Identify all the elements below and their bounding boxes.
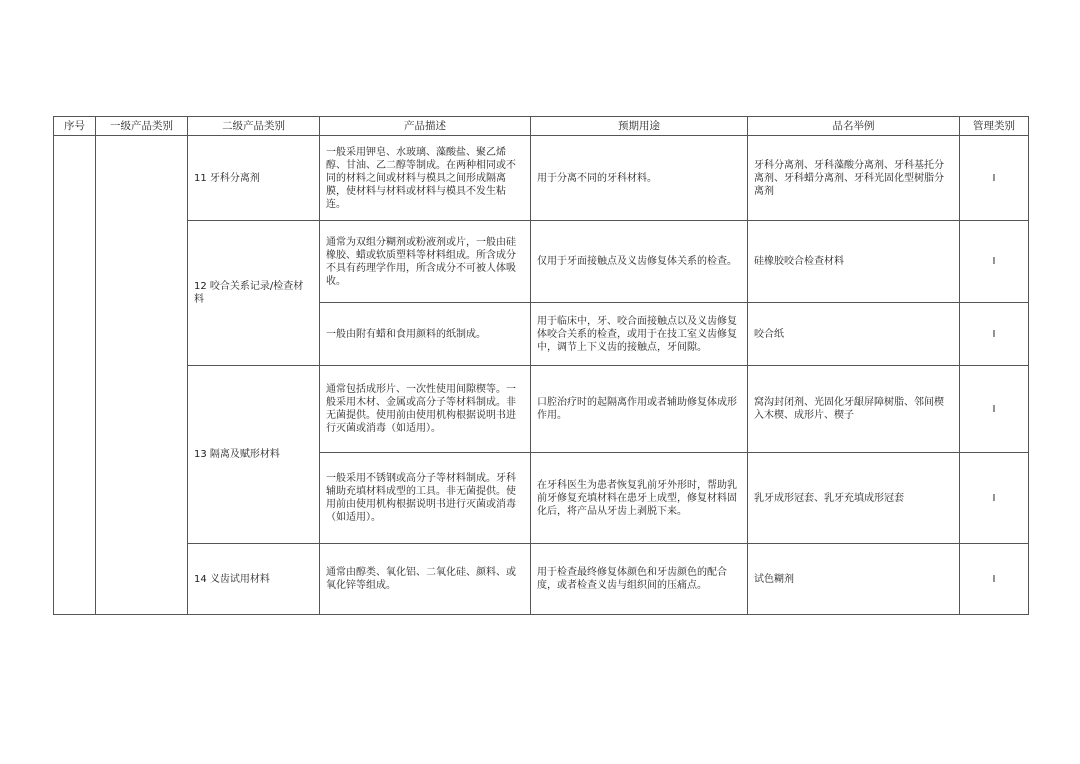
header-seq: 序号 [54,117,96,136]
examples-cell: 乳牙成形冠套、乳牙充填成形冠套 [748,453,960,544]
level1-cell [96,136,188,615]
level2-cell: 11 牙科分离剂 [188,136,320,221]
desc-cell: 一般采用钾皂、水玻璃、藻酸盐、聚乙烯醇、甘油、乙二醇等制成。在两种相同或不同的材料之间或材料与模具之间形成隔离膜，使材料与材料或材料与模具不发生粘连。 [320,136,531,221]
header-desc: 产品描述 [320,117,531,136]
level2-cell: 13 隔离及赋形材料 [188,366,320,544]
mgmt-cell: I [960,303,1029,366]
desc-cell: 通常由醇类、氧化铝、二氧化硅、颜料、或氧化锌等组成。 [320,544,531,615]
desc-cell: 通常为双组分糊剂或粉液剂或片，一般由硅橡胶、蜡或软质塑料等材料组成。所含成分不具有药理学作用，所含成分不可被人体吸收。 [320,221,531,303]
mgmt-cell: I [960,221,1029,303]
header-mgmt: 管理类别 [960,117,1029,136]
header-level1: 一级产品类别 [96,117,188,136]
mgmt-cell: I [960,453,1029,544]
use-cell: 用于分离不同的牙科材料。 [531,136,748,221]
use-cell: 口腔治疗时的起隔离作用或者辅助修复体成形作用。 [531,366,748,453]
desc-cell: 一般采用不锈钢或高分子等材料制成。牙科辅助充填材料成型的工具。非无菌提供。使用前由使用机构根据说明书进行灭菌或消毒（如适用）。 [320,453,531,544]
seq-cell [54,136,96,615]
table-row [54,544,1029,615]
desc-cell: 通常包括成形片、一次性使用间隙楔等。一般采用木材、金属或高分子等材料制成。非无菌提供。使用前由使用机构根据说明书进行灭菌或消毒（如适用）。 [320,366,531,453]
header-row [54,117,1029,136]
header-examples: 品名举例 [748,117,960,136]
mgmt-cell: I [960,544,1029,615]
header-level2: 二级产品类别 [188,117,320,136]
level2-cell: 12 咬合关系记录/检查材料 [188,221,320,366]
product-catalog-table [53,116,1029,615]
header-use: 预期用途 [531,117,748,136]
examples-cell: 牙科分离剂、牙科藻酸分离剂、牙科基托分离剂、牙科蜡分离剂、牙科光固化型树脂分离剂 [748,136,960,221]
use-cell: 用于临床中，牙、咬合面接触点以及义齿修复体咬合关系的检查，或用于在技工室义齿修复中，调节上下义齿的接触点，牙间隙。 [531,303,748,366]
desc-cell: 一般由附有蜡和食用颜料的纸制成。 [320,303,531,366]
mgmt-cell: I [960,366,1029,453]
examples-cell: 试色糊剂 [748,544,960,615]
use-cell: 在牙科医生为患者恢复乳前牙外形时，帮助乳前牙修复充填材料在患牙上成型，修复材料固化后，将产品从牙齿上剥脱下来。 [531,453,748,544]
table-row [54,221,1029,303]
use-cell: 用于检查最终修复体颜色和牙齿颜色的配合度，或者检查义齿与组织间的压痛点。 [531,544,748,615]
examples-cell: 窝沟封闭剂、光固化牙龈屏障树脂、邻间楔入木楔、成形片、楔子 [748,366,960,453]
table-row [54,366,1029,453]
use-cell: 仅用于牙面接触点及义齿修复体关系的检查。 [531,221,748,303]
table-row [54,136,1029,221]
examples-cell: 咬合纸 [748,303,960,366]
examples-cell: 硅橡胶咬合检查材料 [748,221,960,303]
mgmt-cell: I [960,136,1029,221]
level2-cell: 14 义齿试用材料 [188,544,320,615]
